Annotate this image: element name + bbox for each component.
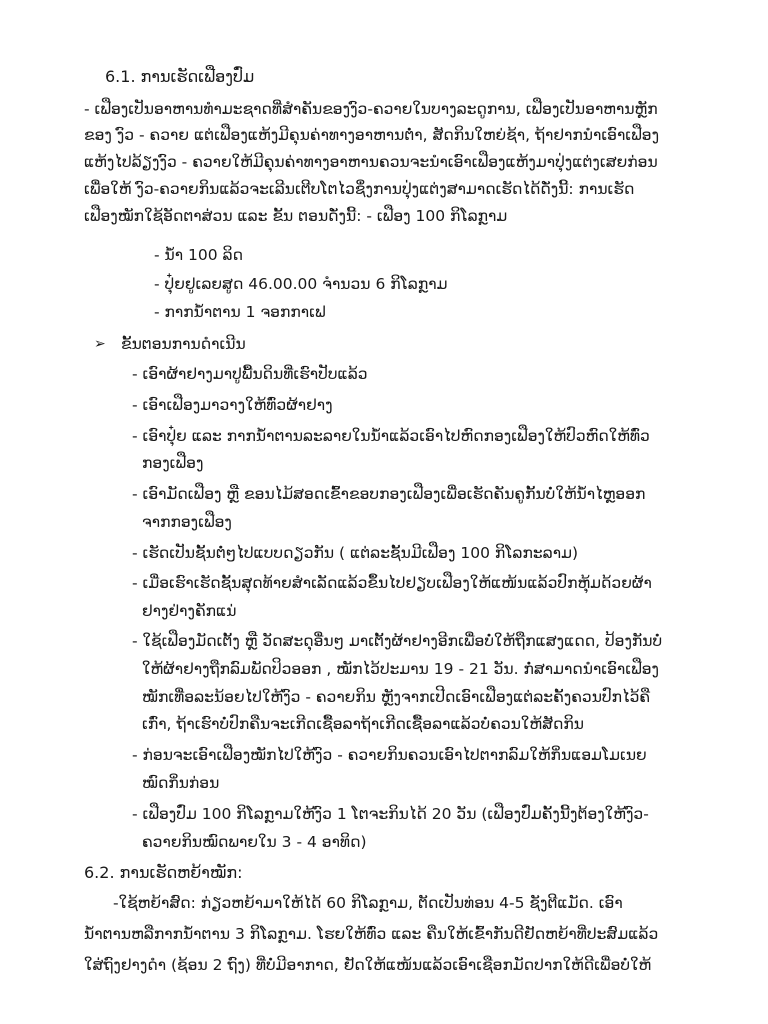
- ingredient-item: - ກາກນ້ຳຕານ 1 ຈອກກາເຟ: [154, 303, 326, 321]
- step-line: - ເຮັດເປັນຊັ້ນຕໍ່ໆໄປແບບດຽວກັນ ( ແຕ່ລະຊັ້ນມີເຟືອງ 100 ກິໂລກະລາມ): [132, 544, 579, 562]
- section-6-2-line: -ໃຊ້ຫຍ້າສົດ: ກ່ຽວຫຍ້າມາໃຫ້ໄດ້ 60 ກິໂລກຼາມ, ຕັດເປັນທ່ອນ 4-5 ຊັງຕີແມັດ. ເອົາ: [113, 894, 623, 912]
- intro-line: ແຫ້ງໄປລ້ຽງງົວ - ຄວາຍໃຫ້ມີຄຸນຄ່າທາງອາຫານຄວນຈະນຳເອົາເຟືອງແຫ້ງມາປຸ່ງແຕ່ງເສຍກ່ອນ: [84, 153, 658, 171]
- intro-line: - ເຟືອງເປັນອາຫານທຳມະຊາດທີ່ສຳຄັນຂອງງົວ-ຄວາຍໃນບາງລະດູການ, ເຟືອງເປັນອາຫານຫຼັກ: [84, 100, 658, 118]
- step-line: - ເມື່ອເຮົາເຮັດຊັ້ນສຸດທ້າຍສຳເລັດແລ້ວຂຶ້ນໄປຢຽບເຟືອງໃຫ້ແໜ້ນແລ້ວປົກຫຸ້ມດ້ວຍຜ້າ: [132, 574, 652, 592]
- step-line: ຈາກກອງເຟືອງ: [142, 513, 232, 531]
- step-line: ໝົດກິ່ນກ່ອນ: [142, 774, 220, 792]
- step-line: ເກົ່າ, ຖ້າເຮົາບໍ່ປົກຄືນຈະເກີດເຊື້ອລາຖ້າເກີດເຊື້ອລາແລ້ວບໍ່ຄວນໃຫ້ສັດກິນ: [142, 715, 584, 733]
- ingredient-item: - ນ້ຳ 100 ລິດ: [154, 246, 243, 264]
- section-6-2-line: ນ້ຳຕານຫລືກາກນ້ຳຕານ 3 ກິໂລກຼາມ. ໂຮຍໃຫ້ທົ່ວ ແລະ ຄືນໃຫ້ເຂົ້າກັນດີຢັດຫຍ້າທີ່ປະສົມແລ້ວ: [84, 925, 659, 943]
- section-6-2-heading: 6.2. ການເຮັດຫຍ້າໝັກ:: [84, 863, 243, 882]
- section-6-2-line: ໃສ່ຖົງຢາງດຳ (ຊ້ອນ 2 ຖົງ) ທີ່ບໍ່ມີອາກາດ, ຢັດໃຫ້ແໜ້ນແລ້ວເອົາເຊືອກມັດປາກໃຫ້ດີເພື່ອບໍ່ໃຫ້: [84, 956, 652, 974]
- arrow-bullet-icon: ➢: [94, 336, 106, 352]
- step-line: - ໃຊ້ເຟືອງມັດເຕັ້ງ ຫຼື ວັດສະດຸອື່ນໆ ມາເຕັ້ງຜ້າຢາງອີກເພື່ອບໍ່ໃຫ້ຖືກແສງແດດ, ປ້ອງກັນບໍ່: [132, 632, 663, 650]
- step-line: - ເອົາມັດເຟືອງ ຫຼື ຂອນໄມ້ສອດເຂົ້າຂອບກອງເຟືອງເພື່ອເຮັດຄັນຄູກັ້ນບໍ່ໃຫ້ນ້ຳໄຫຼອອກ: [132, 485, 646, 503]
- step-line: ໃຫ້ຜ້າຢາງຖືກລົມພັດປິວອອກ , ໝັກໄວ້ປະມານ 19 - 21 ວັນ. ກໍ່ສາມາດນຳເອົາເຟືອງ: [142, 660, 660, 678]
- step-line: ຄວາຍກິນໝົດພາຍໃນ 3 - 4 ອາທິດ): [142, 833, 367, 851]
- step-line: ຢາງຢ່າງຄັກແນ່: [142, 602, 237, 620]
- step-line: - ກ່ອນຈະເອົາເຟືອງໝັກໄປໃຫ້ງົວ - ຄວາຍກິນຄວນເອົາໄປຕາກລົມໃຫ້ກິ່ນແອມໂມເນຍ: [132, 746, 647, 764]
- section-6-1-heading: 6.1. ການເຮັດເຟືອງປົ່ມ: [105, 67, 255, 86]
- step-line: - ເອົາປຸ໋ຍ ແລະ ກາກນ້ຳຕານລະລາຍໃນນ້ຳແລ້ວເອົາໄປຫົດກອງເຟືອງໃຫ້ປົວຫົດໃຫ້ທົ່ວ: [132, 427, 650, 445]
- ingredient-item: - ປຸ໋ຍຢູເລຍສູດ 46.00.00 ຈຳນວນ 6 ກິໂລກຼາມ: [154, 275, 448, 293]
- intro-line: ເຟືອງໝັກໃຊ້ອັດຕາສ່ວນ ແລະ ຂັ້ນ ຕອນດັ່ງນີ້: - ເຟືອງ 100 ກິໂລກຼາມ: [84, 207, 508, 225]
- step-line: - ເຟືອງປົ່ມ 100 ກິໂລກຼາມໃຫ້ງົວ 1 ໂຕຈະກິນໄດ້ 20 ວັນ (ເຟືອງປົ່ມຄັ້ງນີ້ງຕ້ອງໃຫ້ງົວ-: [132, 805, 649, 823]
- step-line: ໝັກເທື່ອລະນ້ອຍໄປໃຫ້ງົວ - ຄວາຍກິນ ຫຼັງຈາກເປີດເອົາເຟືອງແຕ່ລະຄັ້ງຄວນປົກໄວ້ຄື: [142, 688, 651, 706]
- step-line: ກອງເຟືອງ: [142, 454, 204, 472]
- step-line: - ເອົາເຟືອງມາວາງໃຫ້ທົ່ວຜ້າຢາງ: [132, 396, 333, 414]
- steps-heading: ຂັ້ນຕອນການດຳເນີນ: [121, 335, 246, 353]
- intro-line: ເພື່ອໃຫ້ ງົວ-ຄວາຍກິນແລ້ວຈະເລີນເຕີບໂຕໄວຊຶ່ງການປຸ່ງແຕ່ງສາມາດເຮັດໄດ້ດັ່ງນີ້: ການເຮັດ: [84, 180, 635, 198]
- intro-line: ຂອງ ງົວ - ຄວາຍ ແຕ່ເຟືອງແຫ້ງມີຄຸນຄ່າທາງອາຫານຕ່ຳ, ສັດກິນໃຫຍ່ຊ້າ, ຖ້າຢາກນຳເອົາເຟືອງ: [84, 126, 660, 144]
- step-line: - ເອົາຜ້າຢາງມາປູພື້ນດິນທີ່ເຮົາປັບແລ້ວ: [132, 365, 368, 383]
